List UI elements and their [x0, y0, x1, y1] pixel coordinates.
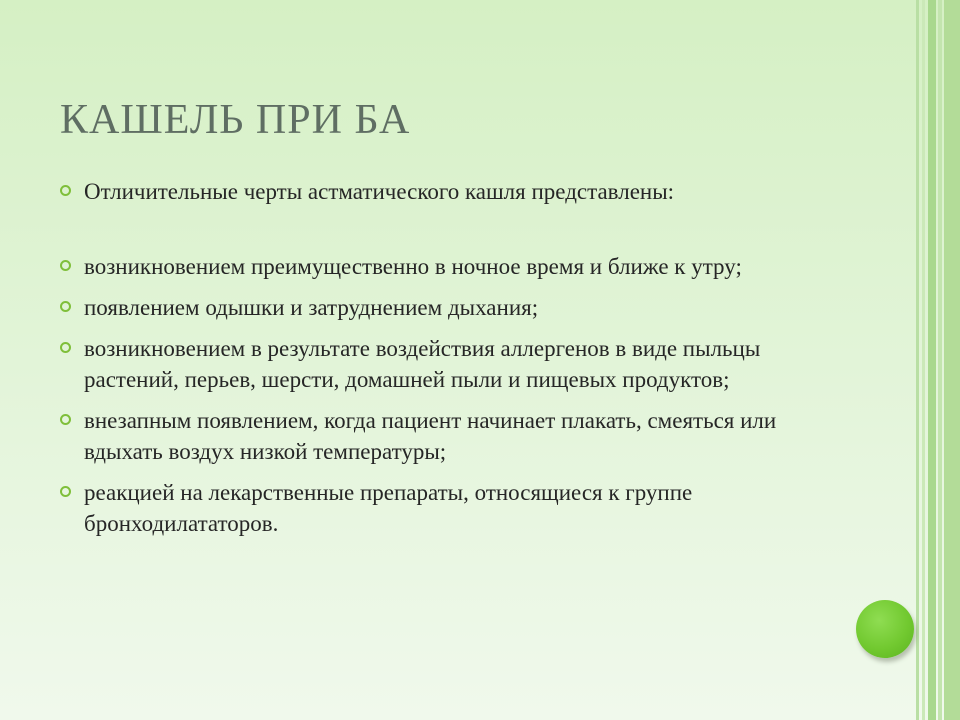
bullet-circle-icon: [60, 486, 71, 497]
bullet-circle-icon: [60, 185, 71, 196]
list-item-text: внезапным появлением, когда пациент начинает плакать, смеяться или вдыхать воздух низкой температуры;: [84, 408, 777, 464]
bullet-circle-icon: [60, 260, 71, 271]
decorative-circle-icon: [856, 600, 914, 658]
bullet-circle-icon: [60, 342, 71, 353]
list-item: [60, 477, 840, 539]
list-item-text: возникновением в результате воздействия аллергенов в виде пыльцы растений, перьев, шерсти, домашней пыли и пищевых продуктов;: [84, 336, 761, 392]
list-item: [60, 292, 840, 323]
list-item: [60, 333, 840, 395]
list-item-text: возникновением преимущественно в ночное время и ближе к утру;: [84, 254, 742, 279]
decorative-stripes: [916, 0, 960, 720]
bullet-circle-icon: [60, 414, 71, 425]
slide-title: КАШЕЛЬ ПРИ БА: [60, 97, 411, 143]
list-item: [60, 251, 840, 282]
list-item-text: Отличительные черты астматического кашля представлены:: [84, 179, 675, 204]
list-item: [60, 405, 840, 467]
list-item-text: появлением одышки и затруднением дыхания;: [84, 295, 539, 320]
bullet-list: [60, 176, 840, 539]
list-item-text: реакцией на лекарственные препараты, относящиеся к группе бронходилататоров.: [84, 480, 693, 536]
list-item: [60, 176, 840, 207]
bullet-circle-icon: [60, 301, 71, 312]
